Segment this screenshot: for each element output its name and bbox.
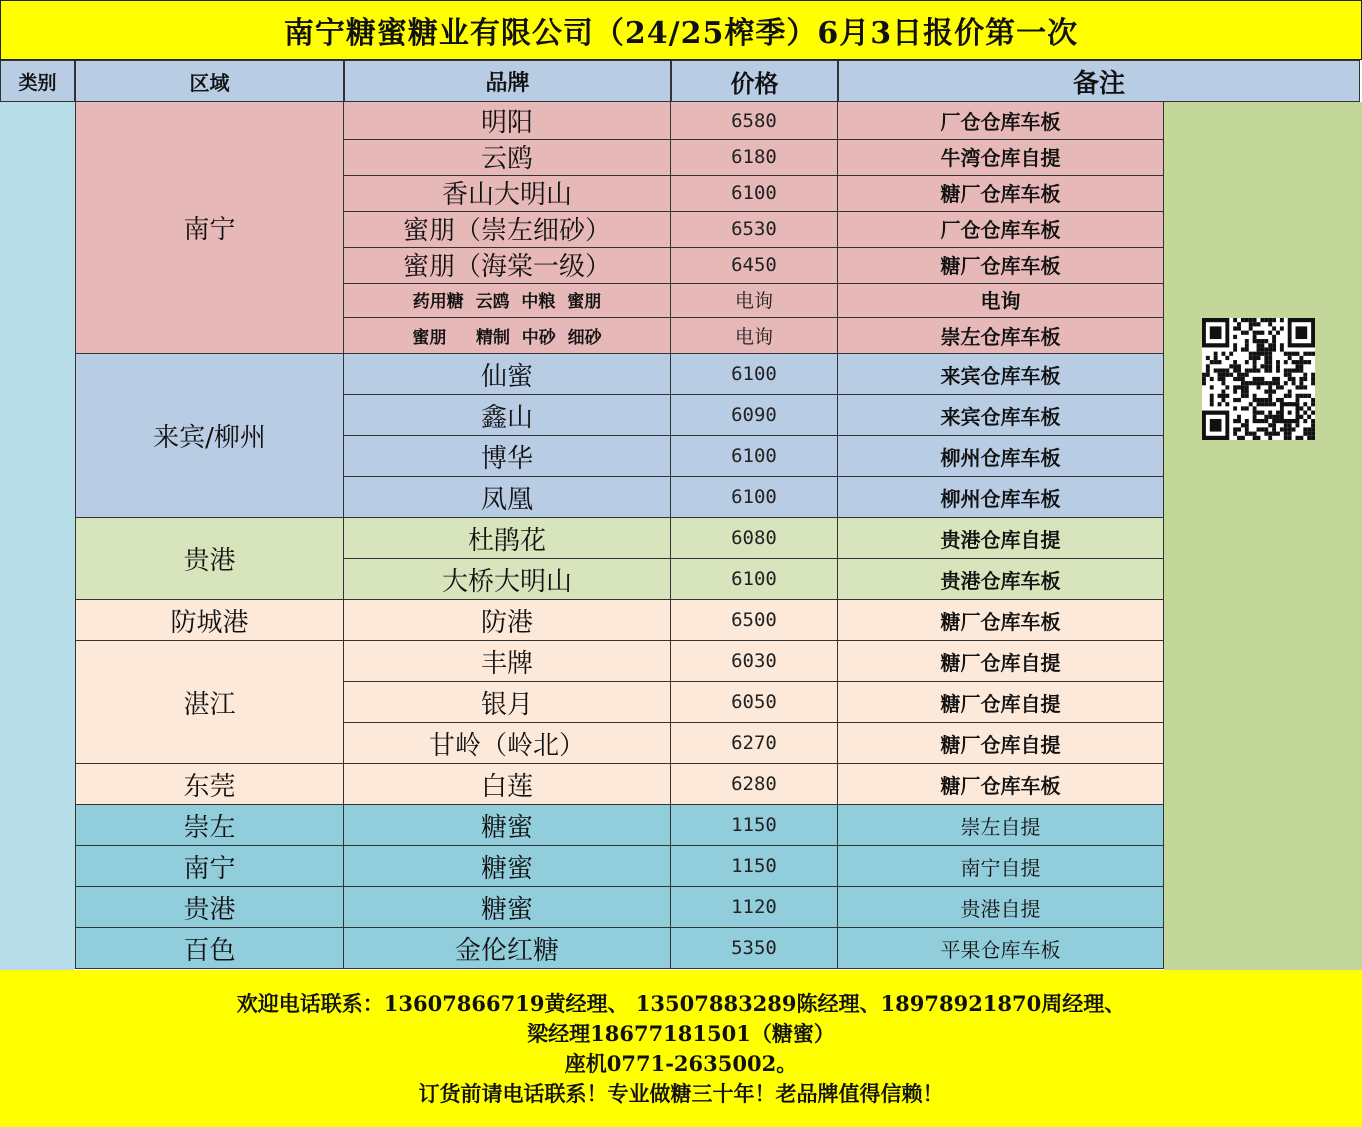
note-cell: 糖厂仓库车板 bbox=[838, 764, 1164, 805]
note-cell: 柳州仓库车板 bbox=[838, 436, 1164, 477]
brand-cell: 明阳 bbox=[344, 102, 671, 140]
region-group bbox=[75, 354, 1164, 518]
region-rows bbox=[344, 518, 1164, 600]
note-cell: 柳州仓库车板 bbox=[838, 477, 1164, 518]
brand-cell: 仙蜜 bbox=[344, 354, 671, 395]
region-cell: 来宾/柳州 bbox=[75, 354, 344, 518]
note-cell: 贵港仓库自提 bbox=[838, 518, 1164, 559]
brand-cell: 甘岭（岭北） bbox=[344, 723, 671, 764]
note-cell: 糖厂仓库自提 bbox=[838, 682, 1164, 723]
table-row bbox=[344, 246, 1164, 282]
table-row bbox=[344, 764, 1164, 805]
table-row bbox=[344, 723, 1164, 764]
price-cell: 6100 bbox=[671, 436, 838, 477]
note-cell: 贵港仓库车板 bbox=[838, 559, 1164, 600]
region-rows bbox=[344, 600, 1164, 641]
note-cell: 电询 bbox=[838, 282, 1164, 318]
page-title: 南宁糖蜜糖业有限公司（24/25榨季）6月3日报价第一次 bbox=[0, 0, 1362, 60]
brand-cell: 香山大明山 bbox=[344, 174, 671, 212]
region-cell: 贵港 bbox=[75, 518, 344, 600]
price-cell: 6450 bbox=[671, 246, 838, 284]
region-group bbox=[75, 764, 1164, 805]
brand-cell: 蜜朋 精制 中砂 细砂 bbox=[344, 318, 671, 354]
footer-landline: 座机0771-2635002。 bbox=[564, 1050, 798, 1076]
region-rows bbox=[344, 887, 1164, 928]
price-cell: 1150 bbox=[671, 805, 838, 846]
table-row bbox=[344, 102, 1164, 138]
footer-phones: 欢迎电话联系：13607866719黄经理、 13507883289陈经理、18978921870周经理、 bbox=[236, 990, 1126, 1016]
note-cell: 厂仓仓库车板 bbox=[838, 210, 1164, 248]
price-cell: 6100 bbox=[671, 477, 838, 518]
brand-cell: 丰牌 bbox=[344, 641, 671, 682]
table-row bbox=[344, 805, 1164, 846]
note-cell: 糖厂仓库车板 bbox=[838, 246, 1164, 284]
table-row bbox=[344, 318, 1164, 354]
brand-cell: 糖蜜 bbox=[344, 805, 671, 846]
note-cell: 糖厂仓库车板 bbox=[838, 174, 1164, 212]
qr-code-icon bbox=[1202, 318, 1315, 440]
note-cell: 南宁自提 bbox=[838, 846, 1164, 887]
price-cell: 6100 bbox=[671, 174, 838, 212]
note-cell: 糖厂仓库车板 bbox=[838, 600, 1164, 641]
note-cell: 贵港自提 bbox=[838, 887, 1164, 928]
brand-cell: 凤凰 bbox=[344, 477, 671, 518]
brand-cell: 杜鹃花 bbox=[344, 518, 671, 559]
region-cell: 东莞 bbox=[75, 764, 344, 805]
table-row bbox=[344, 682, 1164, 723]
region-group bbox=[75, 887, 1164, 928]
region-rows bbox=[344, 928, 1164, 969]
note-cell: 牛湾仓库自提 bbox=[838, 138, 1164, 176]
table-row bbox=[344, 518, 1164, 559]
table-row bbox=[344, 559, 1164, 600]
price-cell: 6050 bbox=[671, 682, 838, 723]
note-cell: 来宾仓库车板 bbox=[838, 395, 1164, 436]
region-group bbox=[75, 846, 1164, 887]
price-cell: 电询 bbox=[671, 282, 838, 318]
price-cell: 5350 bbox=[671, 928, 838, 969]
table-row bbox=[344, 174, 1164, 210]
table-row bbox=[344, 436, 1164, 477]
category-column bbox=[0, 102, 75, 970]
brand-cell: 鑫山 bbox=[344, 395, 671, 436]
price-table bbox=[75, 102, 1164, 970]
brand-cell: 博华 bbox=[344, 436, 671, 477]
brand-cell: 糖蜜 bbox=[344, 846, 671, 887]
region-rows bbox=[344, 102, 1164, 354]
price-cell: 6180 bbox=[671, 138, 838, 176]
region-group bbox=[75, 805, 1164, 846]
region-rows bbox=[344, 641, 1164, 764]
brand-cell: 防港 bbox=[344, 600, 671, 641]
note-cell: 厂仓仓库车板 bbox=[838, 102, 1164, 140]
brand-cell: 金伦红糖 bbox=[344, 928, 671, 969]
price-cell: 6030 bbox=[671, 641, 838, 682]
brand-cell: 药用糖 云鸥 中粮 蜜朋 bbox=[344, 282, 671, 318]
region-cell: 贵港 bbox=[75, 887, 344, 928]
contact-footer bbox=[0, 970, 1362, 1127]
price-cell: 6080 bbox=[671, 518, 838, 559]
table-row bbox=[344, 887, 1164, 928]
brand-cell: 蜜朋（崇左细砂） bbox=[344, 210, 671, 248]
region-cell: 崇左 bbox=[75, 805, 344, 846]
price-cell: 6530 bbox=[671, 210, 838, 248]
note-cell: 崇左自提 bbox=[838, 805, 1164, 846]
price-cell: 6100 bbox=[671, 559, 838, 600]
region-group bbox=[75, 518, 1164, 600]
price-cell: 6090 bbox=[671, 395, 838, 436]
price-cell: 1150 bbox=[671, 846, 838, 887]
price-cell: 电询 bbox=[671, 318, 838, 354]
table-row bbox=[344, 928, 1164, 969]
region-rows bbox=[344, 764, 1164, 805]
footer-molasses-contact: 梁经理18677181501（糖蜜） bbox=[527, 1020, 835, 1046]
price-cell: 6270 bbox=[671, 723, 838, 764]
table-row bbox=[344, 282, 1164, 318]
note-cell: 糖厂仓库自提 bbox=[838, 723, 1164, 764]
footer-slogan: 订货前请电话联系！专业做糖三十年！老品牌值得信赖！ bbox=[418, 1080, 944, 1106]
header-brand: 品牌 bbox=[344, 60, 671, 102]
table-row bbox=[344, 138, 1164, 174]
note-cell: 糖厂仓库自提 bbox=[838, 641, 1164, 682]
brand-cell: 大桥大明山 bbox=[344, 559, 671, 600]
note-cell: 来宾仓库车板 bbox=[838, 354, 1164, 395]
region-cell: 南宁 bbox=[75, 846, 344, 887]
region-group bbox=[75, 641, 1164, 764]
region-rows bbox=[344, 805, 1164, 846]
header-note: 备注 bbox=[838, 60, 1360, 102]
brand-cell: 云鸥 bbox=[344, 138, 671, 176]
note-cell: 崇左仓库车板 bbox=[838, 318, 1164, 354]
qr-code-graphic bbox=[1202, 318, 1315, 440]
table-row bbox=[344, 641, 1164, 682]
price-cell: 1120 bbox=[671, 887, 838, 928]
table-row bbox=[344, 354, 1164, 395]
region-cell: 南宁 bbox=[75, 102, 344, 354]
region-cell: 防城港 bbox=[75, 600, 344, 641]
header-price: 价格 bbox=[671, 60, 838, 102]
brand-cell: 糖蜜 bbox=[344, 887, 671, 928]
brand-cell: 白莲 bbox=[344, 764, 671, 805]
note-cell: 平果仓库车板 bbox=[838, 928, 1164, 969]
header-region: 区域 bbox=[75, 60, 344, 102]
table-row bbox=[344, 210, 1164, 246]
region-group bbox=[75, 102, 1164, 354]
price-cell: 6580 bbox=[671, 102, 838, 140]
region-group bbox=[75, 600, 1164, 641]
region-cell: 百色 bbox=[75, 928, 344, 969]
table-row bbox=[344, 846, 1164, 887]
price-cell: 6100 bbox=[671, 354, 838, 395]
qr-panel bbox=[1164, 102, 1362, 970]
table-row bbox=[344, 477, 1164, 518]
region-group bbox=[75, 928, 1164, 969]
price-cell: 6280 bbox=[671, 764, 838, 805]
brand-cell: 银月 bbox=[344, 682, 671, 723]
header-category: 类别 bbox=[0, 60, 75, 102]
brand-cell: 蜜朋（海棠一级） bbox=[344, 246, 671, 284]
region-rows bbox=[344, 354, 1164, 518]
table-row bbox=[344, 395, 1164, 436]
table-row bbox=[344, 600, 1164, 641]
price-cell: 6500 bbox=[671, 600, 838, 641]
region-cell: 湛江 bbox=[75, 641, 344, 764]
region-rows bbox=[344, 846, 1164, 887]
